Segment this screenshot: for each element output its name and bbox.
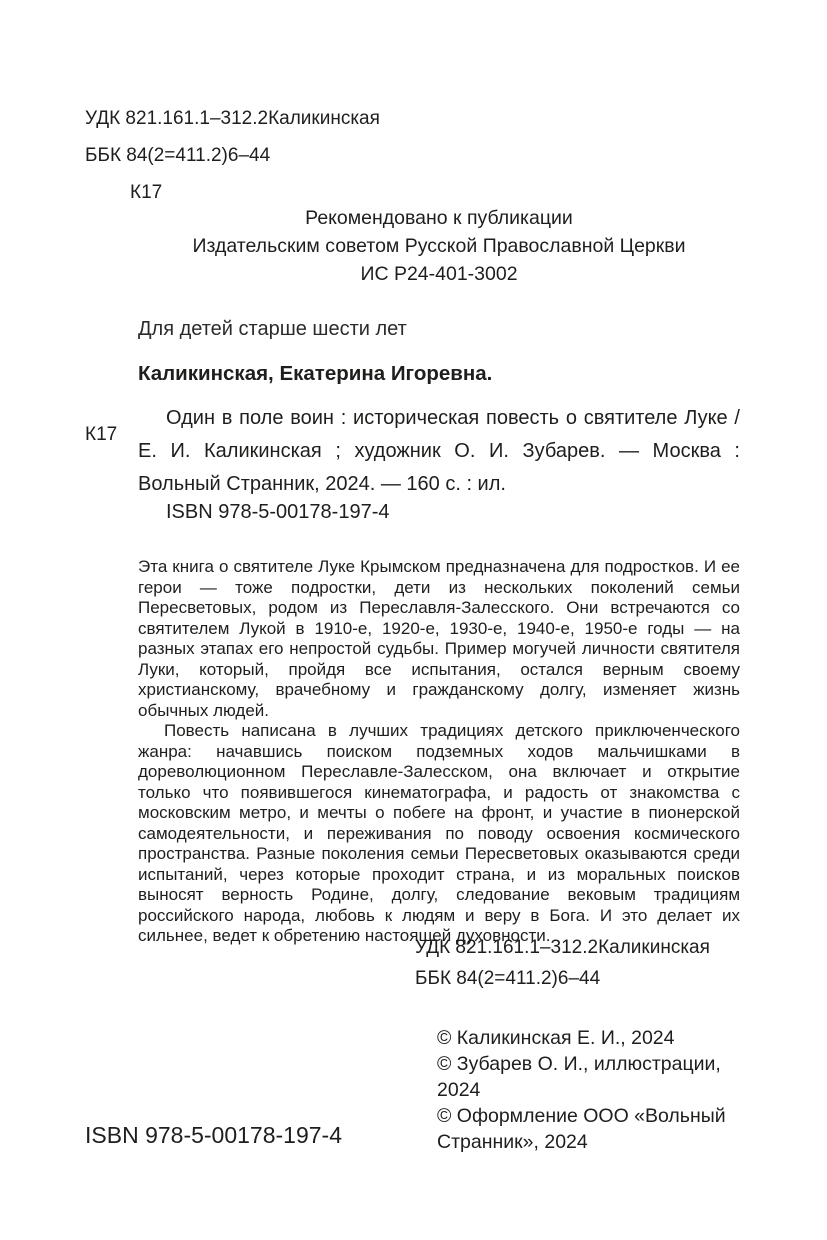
bbk-code: ББК 84(2=411.2)6–44 bbox=[85, 145, 271, 166]
author-sign: К17 bbox=[130, 182, 163, 203]
copyright-block bbox=[437, 1025, 739, 1155]
copyright-entry-design: © Оформление ООО «Вольный Странник», 2024 bbox=[437, 1105, 726, 1153]
udc-code: УДК 821.161.1–312.2Каликинская bbox=[85, 108, 380, 129]
bibliographic-description: Один в поле воин : историческая повесть о святителе Луке / Е. И. Каликинская ; художник О. И. Зубарев. — Москва : Вольный Странник, 2024. — 160 с. : ил. bbox=[138, 407, 740, 495]
annotation-paragraph-1: Эта книга о святителе Луке Крымском предназначена для подростков. И ее герои — тоже подростки, дети из нескольких поколений семьи Пересветовых, родом из Переславля-Залесского. Они встречаются со святителем Лукой в 1910-е, 1920-е, 1930-е, 1940-е, 1950-е годы — на разных этапах его непростой судьбы. Пример могучей личности святителя Луки, который, пройдя все испытания, остался верным своему христианскому, врачебному и гражданскому долгу, изменяет жизнь обычных людей. bbox=[138, 557, 740, 720]
copyright-entry-author: © Каликинская Е. И., 2024 bbox=[437, 1027, 675, 1049]
catalog-isbn: ISBN 978-5-00178-197-4 bbox=[166, 501, 390, 523]
approval-council-line: Издательским советом Русской Православной Церкви bbox=[192, 235, 686, 257]
bottom-bbk-code: ББК 84(2=411.2)6–44 bbox=[415, 968, 601, 989]
approval-block bbox=[138, 204, 740, 288]
age-restriction-note: Для детей старше шести лет bbox=[138, 318, 407, 340]
classification-block bbox=[85, 100, 380, 211]
approval-line: Рекомендовано к публикации bbox=[305, 207, 573, 229]
isbn-number: ISBN 978-5-00178-197-4 bbox=[85, 1122, 342, 1148]
bottom-classification-block bbox=[415, 932, 710, 994]
author-heading: Каликинская, Екатерина Игоревна. bbox=[138, 362, 493, 385]
bottom-udc-code: УДК 821.161.1–312.2Каликинская bbox=[415, 937, 710, 958]
approval-is-number: ИС Р24-401-3002 bbox=[360, 263, 518, 285]
annotation-block bbox=[138, 557, 740, 947]
annotation-paragraph-2: Повесть написана в лучших традициях детского приключенческого жанра: начавшись поиском подземных ходов мальчишками в дореволюционном Переславле-Залесском, она включает и открытие только что появившегося кинематографа, и радость от знакомства с московским метро, и мечты о побеге на фронт, и участие в пионерской самодеятельности, и переживания по поводу освоения космического пространства. Разные поколения семьи Пересветовых оказываются среди испытаний, через которые проходит страна, и из моральных поисков выносят верность Родине, долгу, следование вековым традициям российского народа, любовь к людям и веру в Бога. И это делает их сильнее, ведет к обретению настоящей духовности. bbox=[138, 721, 740, 945]
catalog-margin-sign: К17 bbox=[85, 424, 118, 445]
copyright-entry-illustrator: © Зубарев О. И., иллюстрации, 2024 bbox=[437, 1053, 721, 1101]
